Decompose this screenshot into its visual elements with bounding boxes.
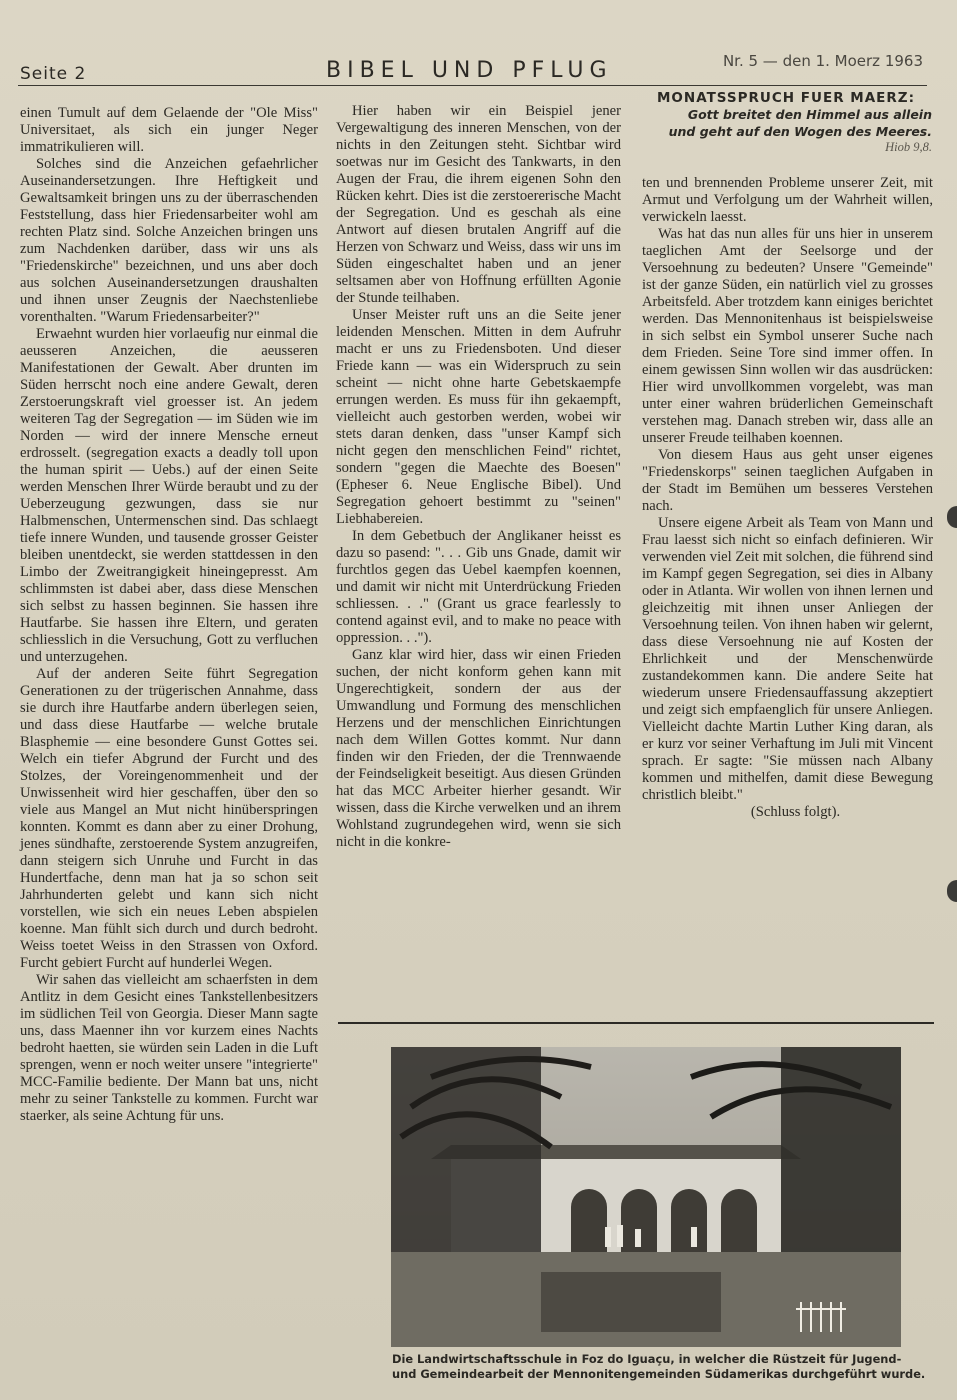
monthly-verse-box xyxy=(640,90,932,155)
paragraph: Solches sind die Anzeichen gefaehrlicher Auseinandersetzungen. Ihre Heftigkeit und Gewaltsamkeit bringen uns zu der überraschenden Feststellung, dass hier Friedensarbeiter wohl am rechten Platz sind. Solche Anzeichen bringen uns zum Nachdenken darüber, dass wir uns als "Friedenskirche" bezeichnen, und uns aber doch aus solchen Auseinandersetzungen draushalten und ihnen unser Zeugnis der Naechstenliebe vorenthalten. "Warum Friedensarbeiter?" xyxy=(20,156,318,325)
article-column-2 xyxy=(336,103,621,851)
paragraph: Unser Meister ruft uns an die Seite jener leidenden Menschen. Mitten in dem Aufruhr macht er uns zu Friedensboten. Und dieser Friede kann — was ein Widerspruch zu sein scheint — nicht ohne harte Gebetskaempfe errungen werden. Es muss für ihn gekaempft, vielleicht auch gestorben werden, wobei wir stets daran denken, dass "unser Kampf sich nicht gegen den menschlichen Feind" richtet, sondern "gegen die Maechte des Boesen" (Epheser 6. Neue Englische Bibel). Und Segregation gehoert bestimmt zu "seinen" Liebhabereien. xyxy=(336,307,621,527)
paragraph: Hier haben wir ein Beispiel jener Vergewaltigung des inneren Menschen, von der nichts in den Zeitungen steht. Sichtbar wird soetwas nur im Gesicht des Tankwarts, in den Augen der Frau, die ihrem eigenen Sohn den Rücken kehrt. Dies ist die zerstoererische Macht der Segregation. Und es geschah als eine Antwort auf diesen brutalen Angriff auf die Herzen von Schwarz und Weiss, dass wir uns im Süden eingeschaltet haben und an jener seltsamen aber von Hoffnung erfüllten Agonie der Stunde teilhaben. xyxy=(336,103,621,306)
paragraph: Von diesem Haus aus geht unser eigenes "Friedenskorps" seinen taeglichen Aufgaben in der Stadt im Bemühen um besseres Verstehen nach. xyxy=(642,447,933,514)
section-divider xyxy=(338,1022,934,1024)
newspaper-title: BIBEL UND PFLUG xyxy=(326,58,613,83)
paragraph: Auf der anderen Seite führt Segregation Generationen zu der trügerischen Annahme, dass sie durch ihre Hautfarbe andern überlegen seien, und dass diese Hautfarbe — welche brutale Blasphemie — eine besondere Gunst Gottes sei. Welch ein tiefer Abgrund der Furcht und des Stolzes, der Voreingenommenheit und der Unwissenheit wird hier geschaffen, über den so viele aus Mangel an Mut nicht hinüberspringen konnten. Kommt es dann aber zu einer Drohung, jenes sündhafte, zerstoerende System anzugreifen, dann steigern sich Unruhe und Furcht in das Hundertfache, denn man hat ja so schon seit Jahrhunderten gelebt und kann sich nicht vorstellen, wie sich ein neues Leben abspielen koenne. Man fühlt sich durch und durch bedroht. Weiss toetet Weiss in den Strassen von Oxford. Furcht gebiert Furcht auf hunderlei Wegen. xyxy=(20,666,318,971)
paragraph: Unsere eigene Arbeit als Team von Mann und Frau laesst sich nicht so einfach definieren. Wir verwenden viel Zeit mit solchen, die führend sind im Kampf gegen Segregation, sei dies in Albany oder in Atlanta. Wir wollen von ihnen lernen und gleichzeitig mit ihnen unser Anliegen der Versoehnung teilen. Von ihnen haben wir gelernt, dass diese Versoehnung nie auf Kosten der Ehrlichkeit und der Menschenwürde zustandekommen kann. Die andere Seite hat wiederum unsere Friedensauffassung akzeptiert und zeigt sich empfaenglich für unsere Anliegen. Vielleicht dachte Martin Luther King daran, als er kurz vor seiner Verhaftung im Juli mit Vincent sprach. Er sagte: "Sie müssen nach Albany kommen und mithelfen, damit diese Bewegung christlich bleibt." xyxy=(642,515,933,803)
binding-hole xyxy=(947,506,957,528)
monthly-verse-title: MONATSSPRUCH FUER MAERZ: xyxy=(656,90,915,106)
school-photograph xyxy=(391,1047,901,1347)
photo-illustration xyxy=(391,1047,901,1347)
paragraph: einen Tumult auf dem Gelaende der "Ole Miss" Universitaet, als sich ein junger Neger immatrikulieren will. xyxy=(20,105,318,155)
binding-hole xyxy=(947,880,957,902)
caption-line-1: Die Landwirtschaftsschule in Foz do Iguaçu, in welcher die Rüstzeit für Jugend- xyxy=(392,1352,902,1366)
article-column-1 xyxy=(20,105,318,1125)
masthead xyxy=(0,52,957,86)
page-number: Seite 2 xyxy=(20,64,87,84)
caption-line-2: und Gemeindearbeit der Mennonitengemeinden Südamerikas durchgeführt wurde. xyxy=(392,1367,926,1381)
issue-date: Nr. 5 — den 1. Moerz 1963 xyxy=(722,52,923,70)
paragraph: Wir sahen das vielleicht am schaerfsten in dem Antlitz in dem Gesicht eines Tankstellenbesitzers im südlichen Teil von Georgia. Dieser Mann sagte uns, dass Maenner ihn vor kurzem eines Nachts bedroht haetten, sie würden sein Laden in die Luft sprengen, wenn er noch weiter unsere "integrierte" MCC-Familie bediente. Der Mann bat uns, nicht mehr zu seiner Tankstelle zu kommen. Furcht war staerker, als seine Achtung für uns. xyxy=(20,972,318,1124)
monthly-verse-line-2: und geht auf den Wogen des Meeres. xyxy=(668,124,932,139)
photo-caption xyxy=(392,1352,932,1382)
monthly-verse-reference: Hiob 9,8. xyxy=(885,140,932,154)
closing-note: (Schluss folgt). xyxy=(750,804,841,820)
paragraph: Was hat das nun alles für uns hier in unserem taeglichen Amt der Seelsorge und der Versoehnung zu bedeuten? Unsere "Gemeinde" ist der ganze Süden, ein natürlich viel zu grosses Arbeitsfeld. Aber trotzdem kann einiges berichtet werden. Das Mennonitenhaus ist beispielsweise in sich selbst ein Symbol unserer Suche nach dem Frieden. Seine Tore sind immer offen. In einem gewissen Sinn wollen wir das ausdrücken: Hier wird unvollkommen vorgelebt, was man unter einer wahren brüderlichen Gemeinschaft verstehen mag. Danach streben wir, dass alle an unserer Freude teilhaben koennen. xyxy=(642,226,933,446)
article-column-3 xyxy=(642,175,933,821)
paragraph: Ganz klar wird hier, dass wir einen Frieden suchen, der nicht konform gehen kann mit Ungerechtigkeit, sondern der aus der Umwandlung und Formung des menschlichen Herzens und der menschlichen Einrichtungen nach dem Willen Gottes kommt. Nur dann finden wir den Frieden, der die Trennwaende der Feindseligkeit beseitigt. Aus diesen Gründen hat das MCC Arbeiter hierher gesandt. Wir wissen, dass die Kirche verwelken und an ihrem Wohlstand zugrundegehen wird, wenn sie sich nicht in die konkre- xyxy=(336,647,621,850)
monthly-verse-line-1: Gott breitet den Himmel aus allein xyxy=(687,107,932,122)
masthead-rule xyxy=(18,85,927,86)
paragraph: Erwaehnt wurden hier vorlaeufig nur einmal die aeusseren Anzeichen, die aeusseren Manifestationen der Gewalt. Aber drunten im Süden herrscht noch eine andere Gewalt, deren Zerstoerungskraft viel groesser ist. An jedem weiteren Tag der Segregation — im Süden wie im Norden — wird der innere Mensche erneut erdrosselt. (segregation exacts a deadly toll upon the human spirit — Uebs.) auf der einen Seite werden Menschen Ihrer Würde beraubt und zu der Ueberzeugung gezwungen, dass sie nur Halbmenschen, Untermenschen sind. Das schlaegt tiefe innere Wunden, und tausende grosser Geister bleiben unentdeckt, sie werden stattdessen in den Limbo der Zweitrangigkeit hineingepresst. Am schlimmsten ist dabei aber, dass diese Menschen sich selbst zu hassen beginnen. Sie hassen ihre Hautfarbe. Sie hassen ihre Eltern, und geraten schliesslich in die Versuchung, Gott zu verfluchen und unterzugehen. xyxy=(20,326,318,665)
paragraph: ten und brennenden Probleme unserer Zeit, mit Armut und Verfolgung um der Wahrheit willen, verwickeln laesst. xyxy=(642,175,933,225)
paragraph: In dem Gebetbuch der Anglikaner heisst es dazu so pasend: ". . . Gib uns Gnade, damit wir furchtlos gegen das Uebel kaempfen koennen, und damit wir nicht mit Unterdrückung Frieden schliessen. . ." (Grant us grace fearlessly to contend against evil, and to make no peace with oppression. . ."). xyxy=(336,528,621,646)
